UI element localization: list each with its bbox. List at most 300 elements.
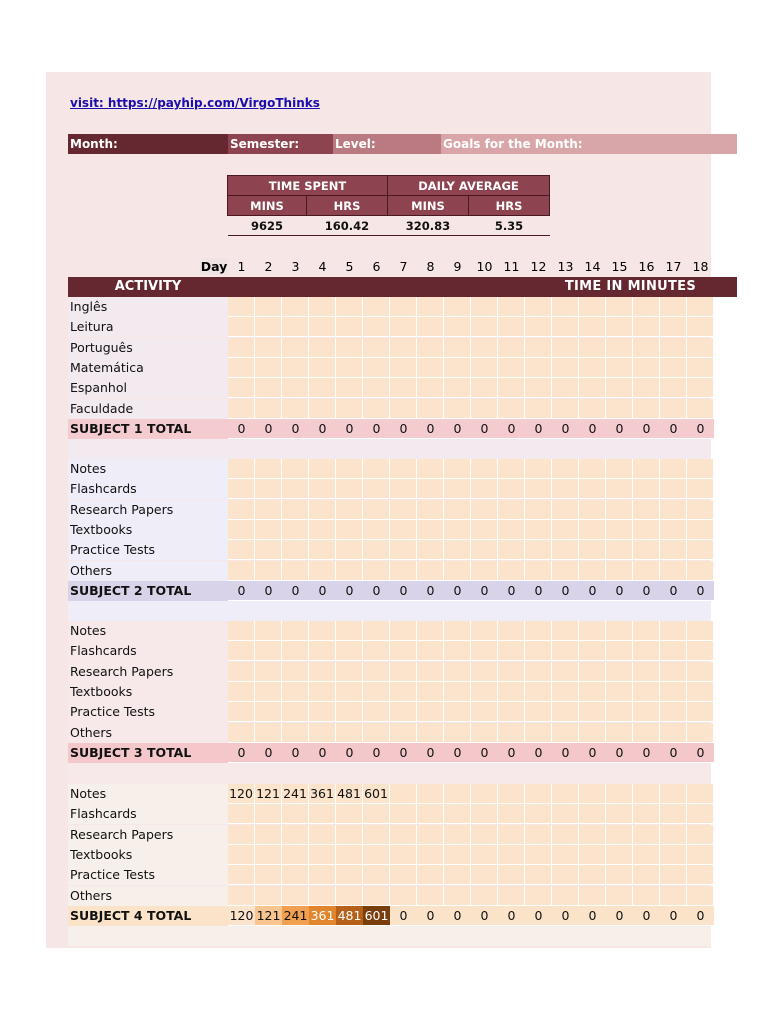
time-cell[interactable] — [552, 825, 579, 845]
time-cell[interactable] — [471, 804, 498, 824]
time-cell[interactable] — [660, 358, 687, 378]
time-cell[interactable] — [255, 702, 282, 722]
time-cell[interactable] — [579, 338, 606, 358]
time-cell[interactable] — [336, 886, 363, 906]
time-cell[interactable] — [309, 621, 336, 641]
time-cell[interactable] — [687, 378, 714, 398]
time-cell[interactable] — [633, 804, 660, 824]
time-cell[interactable] — [552, 399, 579, 419]
time-cell[interactable] — [282, 865, 309, 885]
time-cell[interactable] — [525, 479, 552, 499]
time-cell[interactable] — [579, 317, 606, 337]
time-cell[interactable] — [660, 317, 687, 337]
time-cell[interactable] — [579, 561, 606, 581]
time-cell[interactable] — [363, 540, 390, 560]
time-cell[interactable] — [471, 641, 498, 661]
time-cell[interactable] — [417, 621, 444, 641]
time-cell[interactable] — [552, 641, 579, 661]
time-cell[interactable] — [552, 500, 579, 520]
time-cell[interactable] — [525, 825, 552, 845]
time-cell[interactable] — [579, 641, 606, 661]
time-cell[interactable] — [228, 358, 255, 378]
time-cell[interactable] — [471, 784, 498, 804]
time-cell[interactable] — [552, 540, 579, 560]
time-cell[interactable] — [336, 723, 363, 743]
goals-field[interactable]: Goals for the Month: — [441, 134, 737, 154]
time-cell[interactable] — [660, 520, 687, 540]
time-cell[interactable] — [498, 317, 525, 337]
time-cell[interactable] — [498, 297, 525, 317]
time-cell[interactable] — [606, 825, 633, 845]
time-cell[interactable] — [417, 784, 444, 804]
time-cell[interactable] — [363, 865, 390, 885]
time-cell[interactable] — [687, 479, 714, 499]
time-cell[interactable] — [390, 459, 417, 479]
time-cell[interactable] — [309, 723, 336, 743]
time-cell[interactable] — [498, 886, 525, 906]
time-cell[interactable] — [579, 865, 606, 885]
time-cell[interactable] — [363, 459, 390, 479]
time-cell[interactable] — [336, 540, 363, 560]
time-cell[interactable] — [390, 358, 417, 378]
time-cell[interactable] — [498, 338, 525, 358]
time-cell[interactable] — [525, 520, 552, 540]
time-cell[interactable] — [606, 520, 633, 540]
time-cell[interactable] — [579, 825, 606, 845]
time-cell[interactable] — [282, 378, 309, 398]
time-cell[interactable] — [552, 317, 579, 337]
time-cell[interactable] — [498, 621, 525, 641]
time-cell[interactable] — [255, 378, 282, 398]
time-cell[interactable] — [444, 338, 471, 358]
time-cell[interactable] — [363, 621, 390, 641]
time-cell[interactable] — [417, 459, 444, 479]
time-cell[interactable] — [363, 662, 390, 682]
time-cell[interactable] — [363, 561, 390, 581]
time-cell[interactable] — [552, 358, 579, 378]
time-cell[interactable] — [498, 399, 525, 419]
time-cell[interactable] — [228, 723, 255, 743]
time-cell[interactable] — [363, 338, 390, 358]
time-cell[interactable] — [606, 297, 633, 317]
time-cell[interactable] — [282, 662, 309, 682]
time-cell[interactable] — [633, 784, 660, 804]
time-cell[interactable] — [282, 886, 309, 906]
time-cell[interactable] — [336, 621, 363, 641]
time-cell[interactable] — [498, 865, 525, 885]
time-cell[interactable] — [552, 378, 579, 398]
time-cell[interactable] — [390, 784, 417, 804]
time-cell[interactable] — [633, 825, 660, 845]
time-cell[interactable] — [660, 561, 687, 581]
time-cell[interactable] — [255, 621, 282, 641]
time-cell[interactable] — [633, 378, 660, 398]
time-cell[interactable] — [660, 682, 687, 702]
time-cell[interactable] — [228, 479, 255, 499]
time-cell[interactable] — [498, 723, 525, 743]
time-cell[interactable] — [255, 825, 282, 845]
time-cell[interactable] — [417, 804, 444, 824]
time-cell[interactable] — [552, 662, 579, 682]
time-cell[interactable] — [687, 825, 714, 845]
time-cell[interactable] — [471, 682, 498, 702]
time-cell[interactable] — [606, 338, 633, 358]
time-cell[interactable] — [633, 338, 660, 358]
time-cell[interactable] — [525, 317, 552, 337]
time-cell[interactable] — [660, 723, 687, 743]
time-cell[interactable] — [579, 378, 606, 398]
time-cell[interactable] — [687, 520, 714, 540]
time-cell[interactable] — [228, 804, 255, 824]
time-cell[interactable] — [282, 459, 309, 479]
time-cell[interactable] — [471, 378, 498, 398]
time-cell[interactable] — [336, 378, 363, 398]
time-cell[interactable] — [363, 723, 390, 743]
time-cell[interactable] — [687, 886, 714, 906]
time-cell[interactable] — [606, 804, 633, 824]
semester-field[interactable]: Semester: — [228, 134, 333, 154]
time-cell[interactable] — [363, 358, 390, 378]
time-cell[interactable] — [363, 702, 390, 722]
time-cell[interactable] — [525, 399, 552, 419]
time-cell[interactable] — [633, 358, 660, 378]
time-cell[interactable] — [498, 479, 525, 499]
time-cell[interactable] — [336, 641, 363, 661]
time-cell[interactable] — [444, 358, 471, 378]
time-cell[interactable] — [255, 865, 282, 885]
time-cell[interactable] — [552, 723, 579, 743]
time-cell[interactable] — [552, 479, 579, 499]
time-cell[interactable] — [444, 702, 471, 722]
time-cell[interactable] — [390, 641, 417, 661]
time-cell[interactable] — [660, 621, 687, 641]
time-cell[interactable] — [417, 338, 444, 358]
time-cell[interactable] — [363, 378, 390, 398]
time-cell[interactable] — [390, 886, 417, 906]
time-cell[interactable] — [417, 845, 444, 865]
time-cell[interactable] — [444, 641, 471, 661]
time-cell[interactable] — [687, 621, 714, 641]
time-cell[interactable] — [687, 845, 714, 865]
time-cell[interactable] — [606, 662, 633, 682]
time-cell[interactable] — [471, 500, 498, 520]
time-cell[interactable] — [687, 702, 714, 722]
time-cell[interactable] — [417, 378, 444, 398]
time-cell[interactable] — [417, 561, 444, 581]
time-cell[interactable] — [228, 540, 255, 560]
time-cell[interactable] — [309, 641, 336, 661]
time-cell[interactable] — [606, 399, 633, 419]
time-cell[interactable] — [525, 702, 552, 722]
time-cell[interactable] — [282, 297, 309, 317]
time-cell[interactable] — [552, 702, 579, 722]
time-cell[interactable] — [606, 886, 633, 906]
time-cell[interactable] — [417, 297, 444, 317]
time-cell[interactable] — [228, 702, 255, 722]
time-cell[interactable] — [633, 540, 660, 560]
time-cell[interactable] — [336, 500, 363, 520]
time-cell[interactable] — [417, 641, 444, 661]
time-cell[interactable] — [660, 825, 687, 845]
time-cell[interactable] — [363, 641, 390, 661]
time-cell[interactable] — [363, 317, 390, 337]
time-cell[interactable] — [444, 621, 471, 641]
time-cell[interactable] — [660, 399, 687, 419]
time-cell[interactable] — [255, 641, 282, 661]
time-cell[interactable] — [633, 297, 660, 317]
time-cell[interactable] — [471, 520, 498, 540]
time-cell[interactable]: 601 — [363, 784, 390, 804]
time-cell[interactable] — [660, 845, 687, 865]
time-cell[interactable] — [660, 378, 687, 398]
time-cell[interactable] — [498, 825, 525, 845]
time-cell[interactable] — [282, 317, 309, 337]
time-cell[interactable] — [579, 886, 606, 906]
time-cell[interactable] — [660, 459, 687, 479]
time-cell[interactable] — [660, 662, 687, 682]
time-cell[interactable] — [363, 479, 390, 499]
time-cell[interactable] — [606, 317, 633, 337]
time-cell[interactable] — [255, 723, 282, 743]
time-cell[interactable] — [606, 540, 633, 560]
time-cell[interactable]: 481 — [336, 784, 363, 804]
time-cell[interactable] — [633, 317, 660, 337]
time-cell[interactable] — [363, 845, 390, 865]
time-cell[interactable] — [417, 399, 444, 419]
time-cell[interactable] — [498, 358, 525, 378]
time-cell[interactable] — [606, 561, 633, 581]
time-cell[interactable] — [498, 561, 525, 581]
time-cell[interactable] — [552, 784, 579, 804]
time-cell[interactable] — [444, 886, 471, 906]
time-cell[interactable] — [498, 702, 525, 722]
time-cell[interactable] — [498, 804, 525, 824]
time-cell[interactable] — [363, 500, 390, 520]
time-cell[interactable] — [228, 865, 255, 885]
time-cell[interactable] — [660, 702, 687, 722]
time-cell[interactable] — [525, 540, 552, 560]
time-cell[interactable] — [282, 520, 309, 540]
time-cell[interactable] — [687, 358, 714, 378]
time-cell[interactable] — [525, 297, 552, 317]
time-cell[interactable] — [444, 479, 471, 499]
time-cell[interactable] — [525, 845, 552, 865]
time-cell[interactable] — [228, 297, 255, 317]
time-cell[interactable] — [309, 338, 336, 358]
time-cell[interactable] — [444, 845, 471, 865]
time-cell[interactable] — [687, 399, 714, 419]
time-cell[interactable] — [444, 784, 471, 804]
time-cell[interactable] — [579, 784, 606, 804]
time-cell[interactable] — [390, 338, 417, 358]
time-cell[interactable] — [633, 459, 660, 479]
time-cell[interactable] — [336, 479, 363, 499]
time-cell[interactable] — [444, 459, 471, 479]
time-cell[interactable] — [633, 702, 660, 722]
time-cell[interactable] — [525, 682, 552, 702]
time-cell[interactable] — [336, 682, 363, 702]
time-cell[interactable] — [579, 662, 606, 682]
time-cell[interactable] — [390, 845, 417, 865]
time-cell[interactable] — [336, 702, 363, 722]
time-cell[interactable] — [417, 520, 444, 540]
time-cell[interactable] — [228, 845, 255, 865]
time-cell[interactable] — [390, 702, 417, 722]
time-cell[interactable] — [660, 804, 687, 824]
time-cell[interactable] — [552, 459, 579, 479]
time-cell[interactable] — [525, 784, 552, 804]
time-cell[interactable] — [255, 804, 282, 824]
time-cell[interactable] — [525, 500, 552, 520]
time-cell[interactable] — [309, 459, 336, 479]
time-cell[interactable] — [363, 886, 390, 906]
time-cell[interactable] — [390, 865, 417, 885]
time-cell[interactable] — [390, 561, 417, 581]
time-cell[interactable] — [498, 540, 525, 560]
time-cell[interactable] — [687, 317, 714, 337]
time-cell[interactable] — [309, 804, 336, 824]
time-cell[interactable]: 361 — [309, 784, 336, 804]
time-cell[interactable] — [498, 682, 525, 702]
payhip-link[interactable]: visit: https://payhip.com/VirgoThinks — [70, 96, 320, 110]
time-cell[interactable] — [390, 662, 417, 682]
time-cell[interactable] — [255, 886, 282, 906]
time-cell[interactable] — [687, 561, 714, 581]
time-cell[interactable] — [309, 540, 336, 560]
time-cell[interactable] — [255, 297, 282, 317]
time-cell[interactable] — [660, 540, 687, 560]
time-cell[interactable] — [282, 540, 309, 560]
time-cell[interactable] — [525, 621, 552, 641]
time-cell[interactable] — [444, 297, 471, 317]
time-cell[interactable] — [444, 682, 471, 702]
time-cell[interactable] — [309, 378, 336, 398]
time-cell[interactable] — [282, 500, 309, 520]
time-cell[interactable] — [525, 561, 552, 581]
time-cell[interactable] — [552, 520, 579, 540]
time-cell[interactable] — [471, 317, 498, 337]
time-cell[interactable] — [255, 561, 282, 581]
time-cell[interactable] — [660, 500, 687, 520]
time-cell[interactable] — [606, 845, 633, 865]
time-cell[interactable] — [228, 682, 255, 702]
time-cell[interactable] — [282, 723, 309, 743]
time-cell[interactable] — [336, 865, 363, 885]
time-cell[interactable] — [390, 297, 417, 317]
time-cell[interactable] — [444, 825, 471, 845]
time-cell[interactable] — [687, 338, 714, 358]
time-cell[interactable] — [471, 297, 498, 317]
time-cell[interactable] — [309, 317, 336, 337]
time-cell[interactable] — [552, 297, 579, 317]
time-cell[interactable] — [255, 358, 282, 378]
time-cell[interactable] — [417, 886, 444, 906]
time-cell[interactable] — [471, 662, 498, 682]
time-cell[interactable] — [552, 886, 579, 906]
time-cell[interactable] — [390, 479, 417, 499]
time-cell[interactable] — [471, 845, 498, 865]
time-cell[interactable] — [336, 459, 363, 479]
time-cell[interactable] — [552, 338, 579, 358]
time-cell[interactable] — [660, 338, 687, 358]
time-cell[interactable] — [336, 338, 363, 358]
time-cell[interactable] — [606, 459, 633, 479]
time-cell[interactable] — [687, 865, 714, 885]
time-cell[interactable] — [606, 479, 633, 499]
time-cell[interactable] — [390, 723, 417, 743]
time-cell[interactable] — [525, 723, 552, 743]
time-cell[interactable] — [687, 297, 714, 317]
time-cell[interactable] — [309, 358, 336, 378]
time-cell[interactable] — [633, 479, 660, 499]
time-cell[interactable] — [579, 540, 606, 560]
time-cell[interactable] — [255, 459, 282, 479]
time-cell[interactable] — [525, 641, 552, 661]
time-cell[interactable] — [255, 845, 282, 865]
time-cell[interactable] — [390, 317, 417, 337]
time-cell[interactable] — [687, 784, 714, 804]
time-cell[interactable] — [498, 378, 525, 398]
time-cell[interactable] — [228, 520, 255, 540]
time-cell[interactable] — [687, 723, 714, 743]
time-cell[interactable] — [579, 358, 606, 378]
time-cell[interactable] — [228, 886, 255, 906]
time-cell[interactable] — [228, 561, 255, 581]
time-cell[interactable] — [633, 886, 660, 906]
time-cell[interactable] — [579, 702, 606, 722]
time-cell[interactable] — [282, 804, 309, 824]
time-cell[interactable] — [525, 804, 552, 824]
time-cell[interactable] — [471, 540, 498, 560]
time-cell[interactable] — [579, 520, 606, 540]
time-cell[interactable] — [336, 399, 363, 419]
time-cell[interactable] — [444, 500, 471, 520]
time-cell[interactable] — [498, 662, 525, 682]
time-cell[interactable] — [282, 641, 309, 661]
time-cell[interactable] — [687, 500, 714, 520]
time-cell[interactable] — [633, 845, 660, 865]
time-cell[interactable] — [417, 358, 444, 378]
time-cell[interactable] — [498, 520, 525, 540]
time-cell[interactable] — [417, 500, 444, 520]
time-cell[interactable] — [282, 399, 309, 419]
time-cell[interactable] — [687, 641, 714, 661]
time-cell[interactable] — [660, 641, 687, 661]
time-cell[interactable] — [579, 459, 606, 479]
time-cell[interactable]: 121 — [255, 784, 282, 804]
time-cell[interactable] — [471, 358, 498, 378]
time-cell[interactable] — [606, 784, 633, 804]
time-cell[interactable] — [633, 561, 660, 581]
time-cell[interactable] — [687, 540, 714, 560]
time-cell[interactable] — [444, 317, 471, 337]
time-cell[interactable] — [633, 865, 660, 885]
time-cell[interactable] — [633, 641, 660, 661]
time-cell[interactable] — [660, 297, 687, 317]
time-cell[interactable] — [390, 378, 417, 398]
time-cell[interactable] — [552, 865, 579, 885]
time-cell[interactable] — [390, 500, 417, 520]
time-cell[interactable] — [660, 784, 687, 804]
time-cell[interactable] — [525, 865, 552, 885]
time-cell[interactable] — [417, 540, 444, 560]
time-cell[interactable] — [336, 804, 363, 824]
time-cell[interactable] — [255, 399, 282, 419]
time-cell[interactable] — [282, 479, 309, 499]
time-cell[interactable] — [309, 479, 336, 499]
time-cell[interactable] — [687, 662, 714, 682]
time-cell[interactable] — [444, 540, 471, 560]
